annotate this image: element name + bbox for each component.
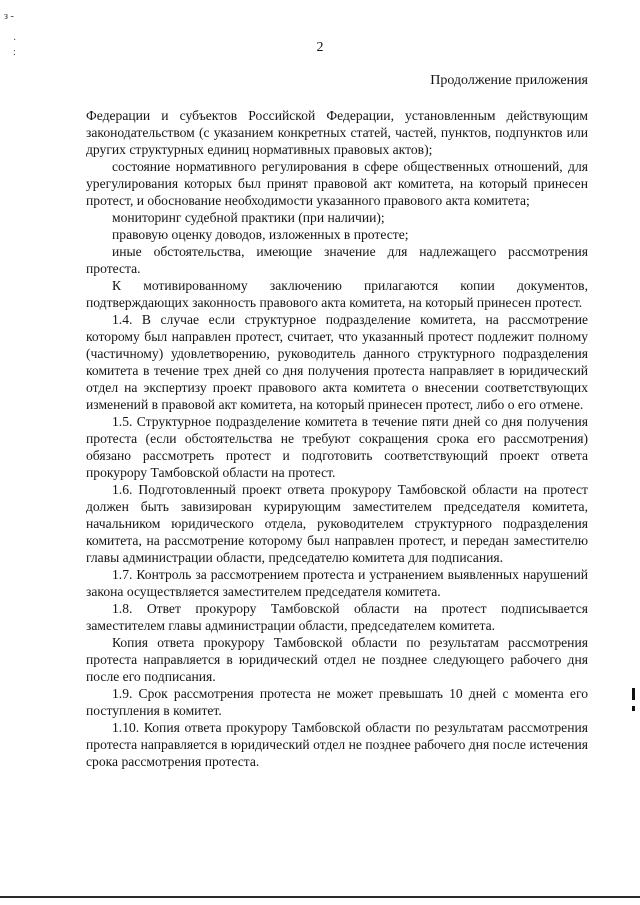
- paragraph: 1.8. Ответ прокурору Тамбовской области на протест подписывается заместителем главы администрации области, председателем комитета.: [86, 601, 588, 633]
- paragraph: правовую оценку доводов, изложенных в протесте;: [112, 227, 409, 242]
- paragraph: 1.4. В случае если структурное подразделение комитета, на рассмотрение которому был направлен протест, считает, что указанный протест подлежит полному (частичному) удовлетворению, руководитель данного структурного подразделения комитета в течение трех дней со дня получения протеста направляет в юридический отдел на экспертизу проект правового акта комитета о внесении соответствующих изменений в правовой акт комитета, на который принесен протест, либо о его отмене.: [86, 312, 588, 412]
- scan-bottom-edge: [0, 896, 640, 898]
- appendix-continuation-header: Продолжение приложения: [430, 73, 588, 88]
- paragraph: 1.7. Контроль за рассмотрением протеста и устранением выявленных нарушений закона осуществляется заместителем председателя комитета.: [86, 567, 588, 599]
- paragraph: иные обстоятельства, имеющие значение для надлежащего рассмотрения протеста.: [86, 244, 588, 276]
- paragraph: состояние нормативного регулирования в сфере общественных отношений, для урегулирования которых был принят правовой акт комитета, на который принесен протест, и обоснование необходимости указанного правового акта комитета;: [86, 159, 588, 208]
- paragraph: Федерации и субъектов Российской Федерации, установленным действующим законодательством (с указанием конкретных статей, частей, пунктов, подпунктов или других структурных единиц нормативных правовых актов);: [86, 108, 588, 157]
- scan-mark-dot: ·: [13, 35, 17, 46]
- paragraph: К мотивированному заключению прилагаются копии документов, подтверждающих законность правового акта комитета, на который принесен протест.: [86, 278, 588, 310]
- document-body: [86, 107, 588, 770]
- paragraph: 1.6. Подготовленный проект ответа прокурору Тамбовской области на протест должен быть завизирован курирующим заместителем председателя комитета, начальником юридического отдела, руководителем структурного подразделения комитета, на рассмотрение которому был направлен протест, и передан заместителю главы администрации области, председателю комитета для подписания.: [86, 482, 588, 565]
- page-number: 2: [316, 40, 324, 55]
- paragraph: 1.10. Копия ответа прокурору Тамбовской области по результатам рассмотрения протеста направляется в юридический отдел не позднее рабочего дня после истечения срока рассмотрения протеста.: [86, 720, 588, 769]
- scan-edge-mark: [632, 688, 635, 700]
- paragraph: Копия ответа прокурору Тамбовской области по результатам рассмотрения протеста направляется в юридический отдел не позднее следующего рабочего дня после его подписания.: [86, 635, 588, 684]
- scan-edge-mark: [632, 706, 635, 711]
- scan-mark-top-left: з -: [4, 11, 14, 22]
- scan-mark-colon: :: [13, 47, 16, 58]
- paragraph: мониторинг судебной практики (при наличии);: [112, 210, 385, 225]
- paragraph: 1.5. Структурное подразделение комитета в течение пяти дней со дня получения протеста (если обстоятельства не требуют сокращения срока его рассмотрения) обязано рассмотреть протест и подготовить соответствующий проект ответа прокурору Тамбовской области на протест.: [86, 414, 588, 480]
- paragraph: 1.9. Срок рассмотрения протеста не может превышать 10 дней с момента его поступления в комитет.: [86, 686, 588, 718]
